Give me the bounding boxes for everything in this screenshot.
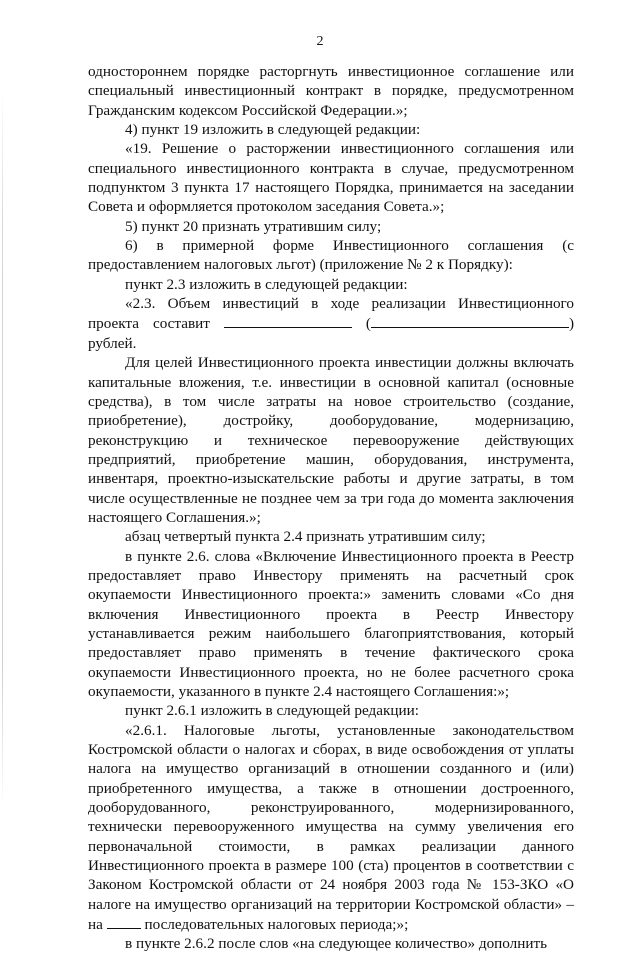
amount-words-blank-line <box>371 313 569 328</box>
paragraph-continuation: одностороннем порядке расторгнуть инвестиционное соглашение или специальный инвестиционный контракт в порядке, предусмотренном Гражданским кодексом Российской Федерации.»; <box>88 63 574 119</box>
paragraph-clause-2-3-intro: пункт 2.3 изложить в следующей редакции: <box>125 275 408 293</box>
paragraph-item-5: 5) пункт 20 признать утратившим силу; <box>125 217 382 235</box>
periods-blank-line <box>107 914 141 929</box>
paragraph-item-6: 6) в примерной форме Инвестиционного соглашения (с предоставлением налоговых льгот) (приложение № 2 к Порядку): <box>88 237 574 274</box>
clause-2-6-1-text-end: последовательных налоговых периода;»; <box>144 916 409 934</box>
clause-2-3-text-end: ) рублей. <box>88 315 575 352</box>
amount-blank-line <box>224 313 352 328</box>
paragraph-investment-definition: Для целей Инвестиционного проекта инвестиции должны включать капитальные вложения, т.е. инвестиции в основной капитал (основные средства), в том числе затраты на новое строительство (создание, приобретение), достройку, дооборудование, модернизацию, реконструкцию и техническое перевооружение действующих предприятий, приобретение машин, оборудования, инструмента, инвентаря, проектно-изыскательские работы и другие затраты, в том числе осуществленные не позднее чем за три года до момента заключения настоящего Соглашения.»; <box>88 354 574 526</box>
clause-2-6-1-text-start: «2.6.1. Налоговые льготы, установленные законодательством Костромской области о налогах и сборах, в виде освобождения от уплаты налога на имущество организаций в отношении созданного и (или) приобретенного имущества, а также в отношении достроенного, дооборудованного, реконструированного, модернизированного, технически перевооруженного имущества на сумму увеличения его первоначальной стоимости, в рамках реализации данного Инвестиционного проекта в размере 100 (ста) процентов в соответствии с Законом Костромской области от 24 ноября 2003 года № 153-ЗКО «О налоге на имущество организаций на территории Костромской области» – на <box>88 721 574 934</box>
scan-edge-line <box>2 90 3 810</box>
clause-2-3-text-start: «2.3. Объем инвестиций в ходе реализации Инвестиционного проекта составит <box>88 295 574 333</box>
paragraph-clause-2-4: абзац четвертый пункта 2.4 признать утратившим силу; <box>125 528 486 546</box>
paragraph-clause-2-3 <box>88 294 574 353</box>
paragraph-clause-2-6-1-intro: пункт 2.6.1 изложить в следующей редакции: <box>125 702 419 720</box>
clause-2-3-open-paren: ( <box>365 315 371 333</box>
paragraph-clause-2-6: в пункте 2.6. слова «Включение Инвестиционного проекта в Реестр предоставляет право Инвестору применять на расчетный срок окупаемости Инвестиционного проекта:» заменить словами «Со дня включения Инвестиционного проекта в Реестр Инвестору устанавливается режим наибольшего благоприятствования, который предоставляет право применять в течение фактического срока окупаемости Инвестиционного проекта, но не более расчетного срока окупаемости, указанного в пункте 2.4 настоящего Соглашения:»; <box>88 547 574 700</box>
page-number: 2 <box>316 34 324 49</box>
paragraph-clause-2-6-1 <box>88 721 574 935</box>
document-body <box>88 62 574 954</box>
paragraph-clause-2-6-2: в пункте 2.6.2 после слов «на следующее количество» дополнить <box>125 935 548 953</box>
paragraph-item-4: 4) пункт 19 изложить в следующей редакции: <box>125 121 421 139</box>
paragraph-clause-19: «19. Решение о расторжении инвестиционного соглашения или специального инвестиционного контракта в случае, предусмотренном подпунктом 3 пункта 17 настоящего Порядка, принимается на заседании Совета и оформляется протоколом заседания Совета.»; <box>88 140 574 216</box>
